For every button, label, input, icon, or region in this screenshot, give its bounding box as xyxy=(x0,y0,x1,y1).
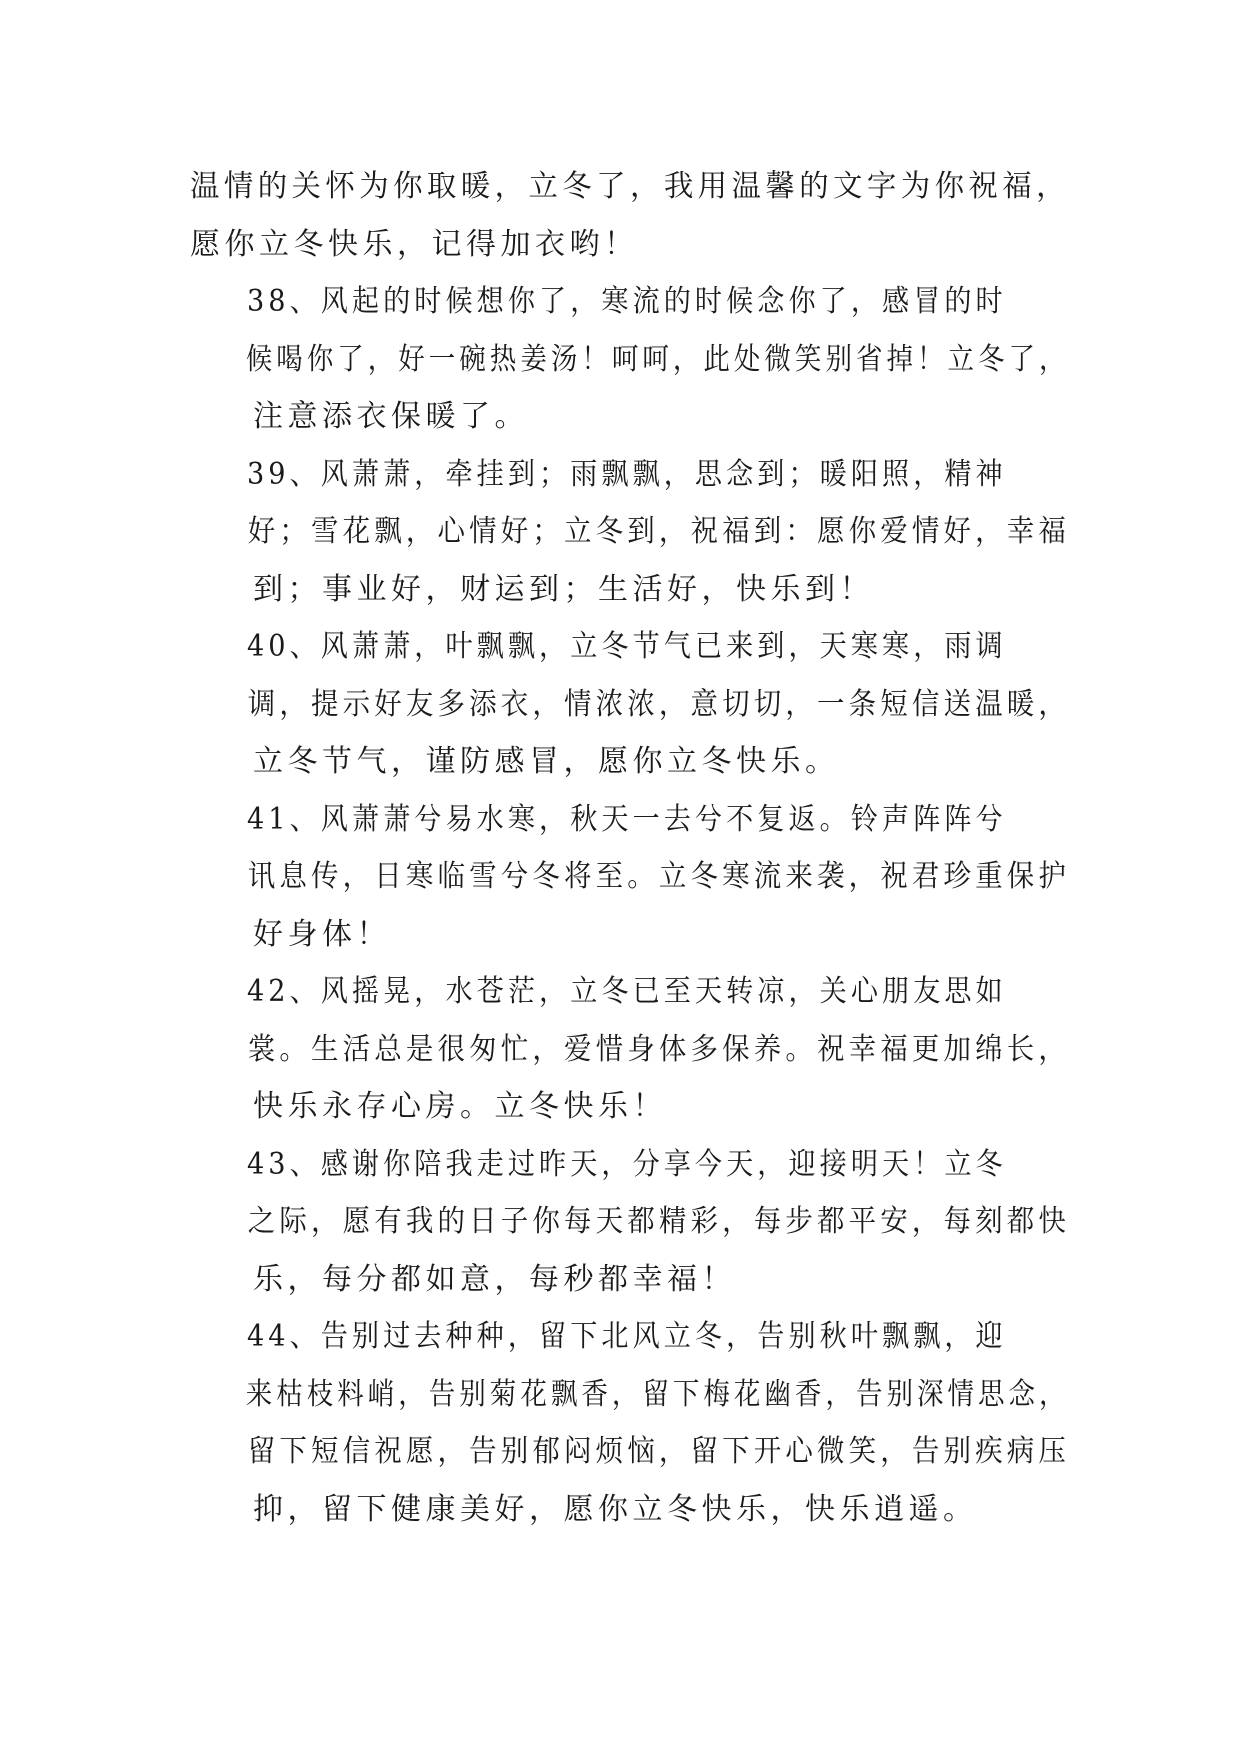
text-line: 乐，每分都如意，每秒都幸福！ xyxy=(253,1261,736,1297)
text-line: 40、风萧萧，叶飘飘，立冬节气已来到，天寒寒，雨调 xyxy=(246,629,1007,664)
text-line: 来枯枝料峭，告别菊花飘香，留下梅花幽香，告别深情思念， xyxy=(245,1376,1070,1412)
text-line: 调，提示好友多添衣，情浓浓，意切切，一条短信送温暖， xyxy=(247,686,1071,722)
paragraph xyxy=(190,1136,1070,1309)
document-body xyxy=(190,158,1070,1538)
text-line: 快乐永存心房。立冬快乐！ xyxy=(253,1089,667,1124)
text-line: 抑，留下健康美好，愿你立冬快乐，快乐逍遥。 xyxy=(253,1491,978,1527)
paragraph xyxy=(190,158,1070,273)
paragraph xyxy=(190,446,1070,619)
text-line: 之际，愿有我的日子你每天都精彩，每步都平安，每刻都快 xyxy=(247,1204,1071,1239)
text-line: 39、风萧萧，牵挂到；雨飘飘，思念到；暖阳照，精神 xyxy=(246,456,1007,492)
paragraph xyxy=(190,1308,1070,1538)
text-line: 好身体！ xyxy=(253,916,391,952)
paragraph xyxy=(190,791,1070,964)
paragraph xyxy=(190,963,1070,1136)
paragraph xyxy=(190,273,1070,446)
paragraph xyxy=(190,618,1070,791)
text-line: 好；雪花飘，心情好；立冬到，祝福到：愿你爱情好，幸福 xyxy=(247,514,1071,549)
text-line: 43、感谢你陪我走过昨天，分享今天，迎接明天！立冬 xyxy=(246,1146,1007,1182)
text-line: 留下短信祝愿，告别郁闷烦恼，留下开心微笑，告别疾病压 xyxy=(247,1434,1071,1469)
text-line: 温情的关怀为你取暖，立冬了，我用温馨的文字为你祝福， xyxy=(190,169,1070,204)
text-line: 立冬节气，谨防感冒，愿你立冬快乐。 xyxy=(253,744,840,779)
text-line: 裳。生活总是很匆忙，爱惜身体多保养。祝幸福更加绵长， xyxy=(247,1031,1071,1067)
text-line: 候喝你了，好一碗热姜汤！呵呵，此处微笑别省掉！立冬了， xyxy=(245,341,1070,377)
text-line: 44、告别过去种种，留下北风立冬，告别秋叶飘飘，迎 xyxy=(246,1319,1007,1354)
text-line: 注意添衣保暖了。 xyxy=(253,399,529,434)
text-line: 讯息传，日寒临雪兮冬将至。立冬寒流来袭，祝君珍重保护 xyxy=(247,859,1071,894)
text-line: 到；事业好，财运到；生活好，快乐到！ xyxy=(253,571,874,607)
text-line: 41、风萧萧兮易水寒，秋天一去兮不复返。铃声阵阵兮 xyxy=(246,801,1007,837)
text-line: 38、风起的时候想你了，寒流的时候念你了，感冒的时 xyxy=(246,284,1007,319)
text-line: 愿你立冬快乐，记得加衣哟！ xyxy=(190,226,639,262)
text-line: 42、风摇晃，水苍茫，立冬已至天转凉，关心朋友思如 xyxy=(246,974,1007,1009)
